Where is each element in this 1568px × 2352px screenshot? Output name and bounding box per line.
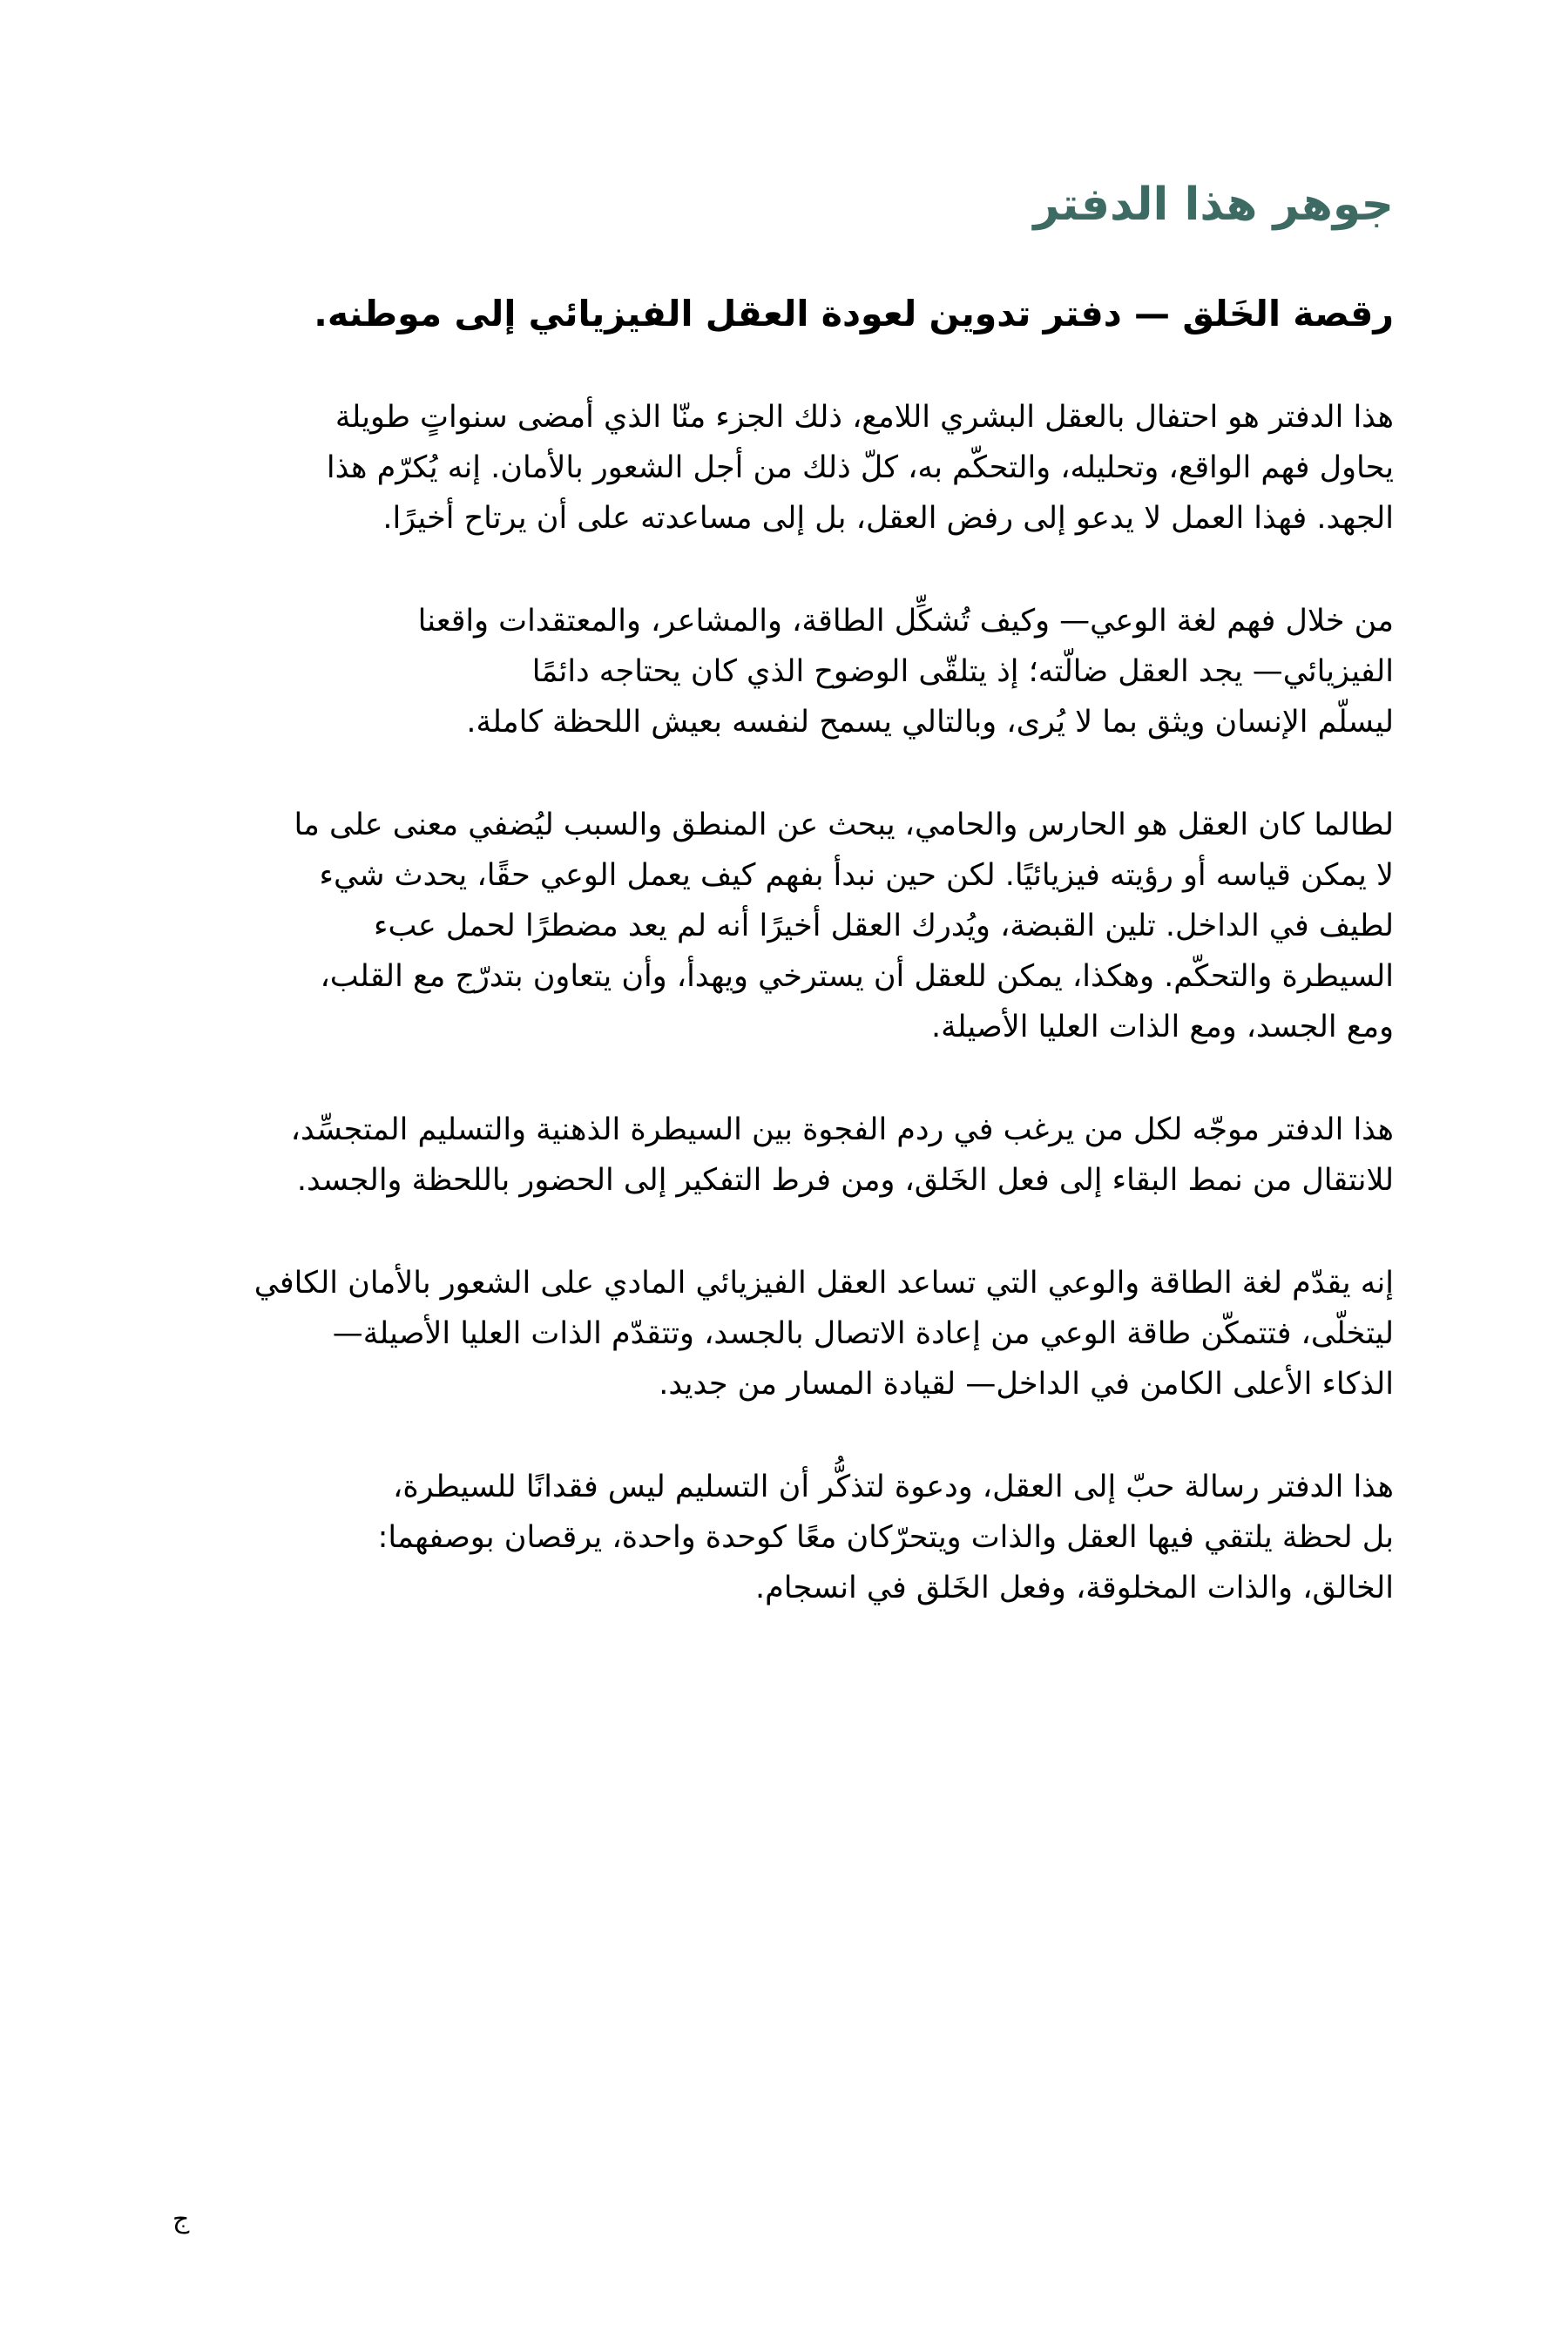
page-title: جوهر هذا الدفتر [1033,179,1394,231]
paragraph-6 [174,1462,1394,1613]
page-subtitle: رقصة الخَلق — دفتر تدوين لعودة العقل الفيزيائي إلى موطنه. [314,293,1394,335]
paragraph-line: للانتقال من نمط البقاء إلى فعل الخَلق، ومن فرط التفكير إلى الحضور باللحظة والجسد. [296,1163,1394,1198]
paragraph-line: لا يمكن قياسه أو رؤيته فيزيائيًا. لكن حين نبدأ بفهم كيف يعمل الوعي حقًا، يحدث شيء [319,858,1394,893]
paragraph-line: من خلال فهم لغة الوعي— وكيف تُشكِّل الطاقة، والمشاعر، والمعتقدات واقعنا [417,604,1394,639]
page-number: ج [172,2204,190,2234]
paragraph-line: يحاول فهم الواقع، وتحليله، والتحكّم به، كلّ ذلك من أجل الشعور بالأمان. إنه يُكرّم هذا [326,450,1394,485]
paragraph-4 [174,1105,1394,1206]
paragraph-line: لطيف في الداخل. تلين القبضة، ويُدرك العقل أخيرًا أنه لم يعد مضطرًا لحمل عبء [374,909,1394,943]
paragraph-line: لطالما كان العقل هو الحارس والحامي، يبحث عن المنطق والسبب ليُضفي معنى على ما [294,808,1394,842]
body-text [174,392,1394,1613]
paragraph-line: الذكاء الأعلى الكامن في الداخل— لقيادة المسار من جديد. [659,1367,1394,1402]
paragraph-line: ليسلّم الإنسان ويثق بما لا يُرى، وبالتالي يسمح لنفسه بعيش اللحظة كاملة. [466,705,1394,740]
paragraph-2 [174,596,1394,747]
paragraph-line: الخالق، والذات المخلوقة، وفعل الخَلق في انسجام. [755,1571,1394,1605]
paragraph-line: الجهد. فهذا العمل لا يدعو إلى رفض العقل، بل إلى مساعدته على أن يرتاح أخيرًا. [382,501,1394,536]
paragraph-line: هذا الدفتر هو احتفال بالعقل البشري اللامع، ذلك الجزء منّا الذي أمضى سنواتٍ طويلة [335,400,1394,435]
paragraph-1 [174,392,1394,544]
paragraph-line: الفيزيائي— يجد العقل ضالّته؛ إذ يتلقّى الوضوح الذي كان يحتاجه دائمًا [531,654,1394,689]
paragraph-5 [174,1258,1394,1409]
paragraph-line: هذا الدفتر موجّه لكل من يرغب في ردم الفجوة بين السيطرة الذهنية والتسليم المتجسِّد، [290,1112,1394,1147]
paragraph-line: هذا الدفتر رسالة حبّ إلى العقل، ودعوة لتذكُّر أن التسليم ليس فقدانًا للسيطرة، [393,1470,1394,1504]
paragraph-line: ومع الجسد، ومع الذات العليا الأصيلة. [930,1010,1394,1044]
paragraph-line: بل لحظة يلتقي فيها العقل والذات ويتحرّكان معًا كوحدة واحدة، يرقصان بوصفهما: [377,1520,1394,1555]
paragraph-line: إنه يقدّم لغة الطاقة والوعي التي تساعد العقل الفيزيائي المادي على الشعور بالأمان الكافي [253,1266,1394,1301]
paragraph-line: السيطرة والتحكّم. وهكذا، يمكن للعقل أن يسترخي ويهدأ، وأن يتعاون بتدرّج مع القلب، [320,959,1394,994]
paragraph-3 [174,800,1394,1052]
paragraph-line: ليتخلّى، فتتمكّن طاقة الوعي من إعادة الاتصال بالجسد، وتتقدّم الذات العليا الأصيلة— [332,1316,1394,1351]
page-content [174,174,1394,1666]
